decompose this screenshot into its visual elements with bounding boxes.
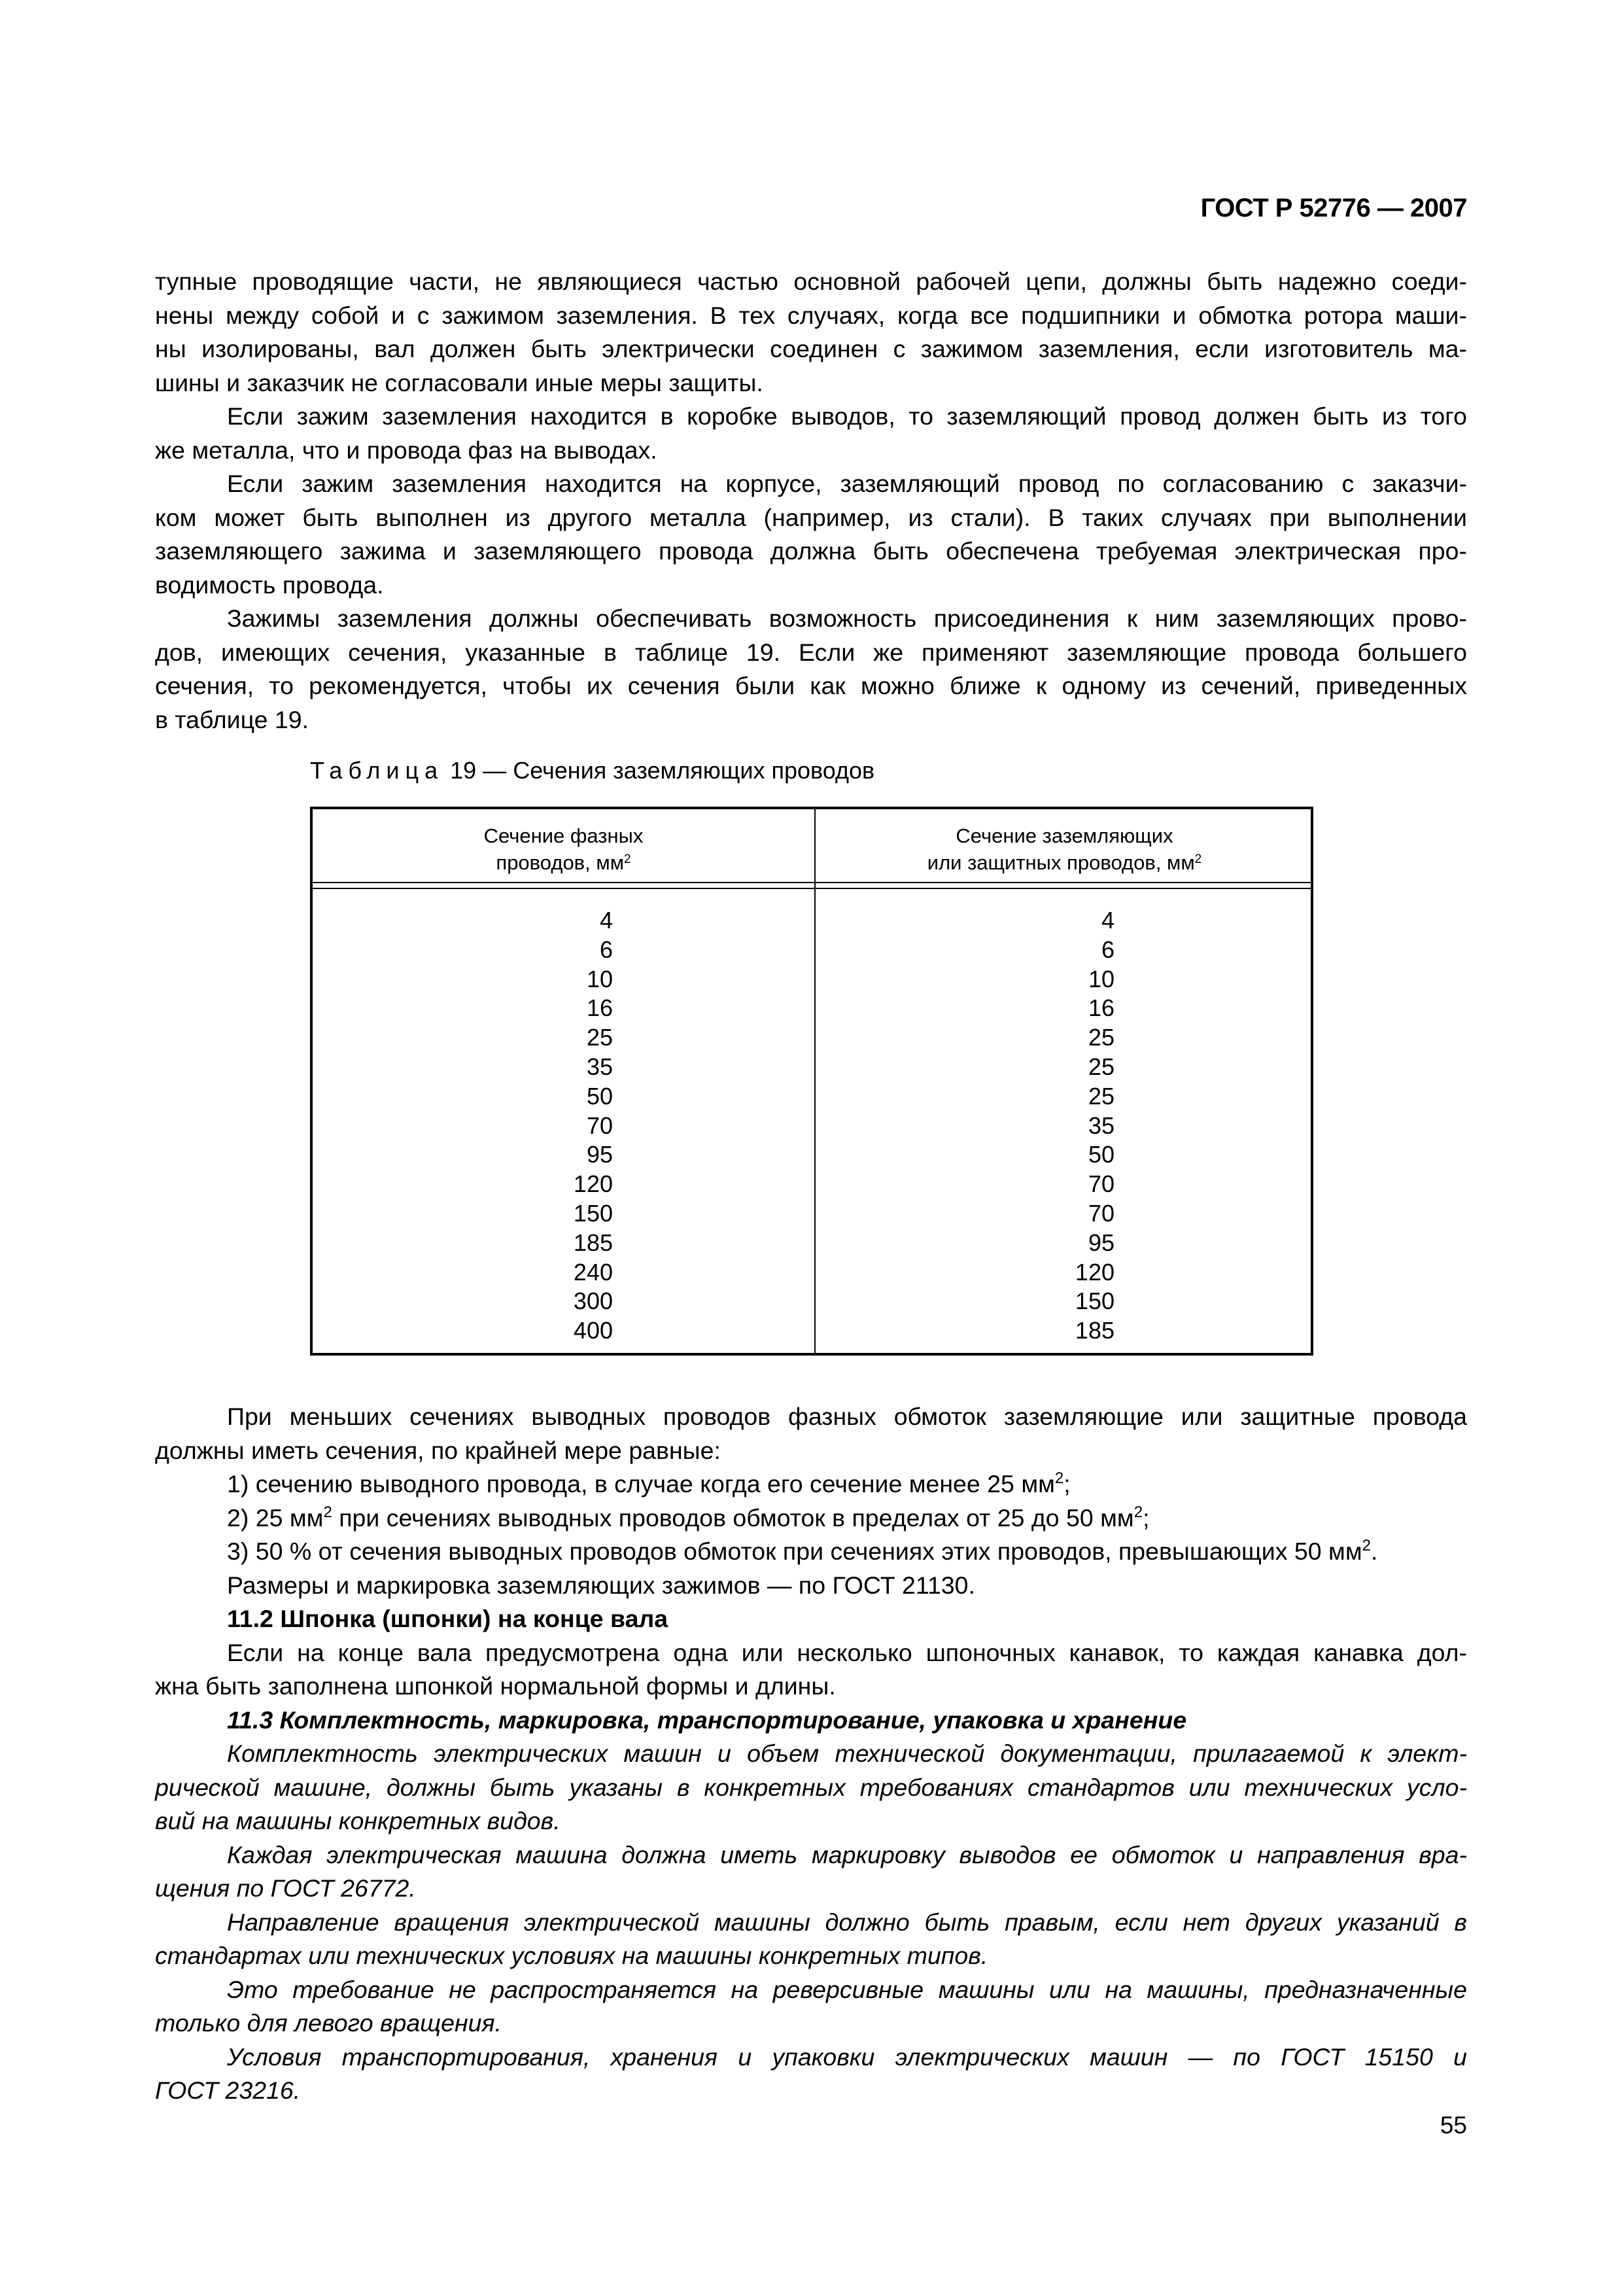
paragraph-grounding-parts: тупные проводящие части, не являющиеся частью основной рабочей цепи, должны быть надежно соеди- нены между собой и с зажимом заземления. В тех случаях, когда все подшипники и обмотка ротора маши- ны изолированы, вал должен быть электрически соединен с зажимом заземления, если изготовитель ма- шины и заказчик не согласовали иные меры защиты. xyxy=(155,268,1467,396)
list-item-1: 1) сечению выводного провода, в случае когда его сечение менее 25 $мм^2$; xyxy=(227,1469,1071,1498)
paragraph-terminal-cross-sections: Зажимы заземления должны обеспечивать возможность присоединения к ним заземляющих прово- дов, имеющих сечения, указанные в таблице 19. Если же применяют заземляющие провода большего сечения, то рекомендуется, чтобы их сечения были как можно ближе к одному из сечений, приведенных в таблице 19. xyxy=(155,604,1467,733)
table-cell: 10 xyxy=(586,965,613,992)
table-cell: 25 xyxy=(586,1024,613,1051)
table-cell: 16 xyxy=(1088,994,1114,1022)
page-number: 55 xyxy=(1440,2112,1467,2139)
table-cell: 150 xyxy=(1075,1288,1114,1315)
paragraph-frame-terminal: Если зажим заземления находится на корпусе, заземляющий провод по согласованию с заказчи- ком может быть выполнен из другого металла (например, из стали). В таких случаях при выполнении заземляющего зажима и заземляющего провода должна быть обеспечена требуемая электрическая про- водимость провода. xyxy=(155,470,1467,599)
paragraph-rotation: Направление вращения электрической машины должно быть правым, если нет других указаний в стандартах или технических условиях на машины конкретных типов. xyxy=(155,1908,1467,1969)
paragraph-reversible: Это требование не распространяется на реверсивные машины или на машины, предназначенные только для левого вращения. xyxy=(155,1975,1467,2037)
table-caption: Таблица 19 — Сечения заземляющих проводов xyxy=(310,757,875,784)
table-cell: 4 xyxy=(1101,907,1114,934)
column-ground-values xyxy=(313,906,1114,1346)
table-cell: 6 xyxy=(599,936,613,963)
table-cell: 70 xyxy=(586,1112,613,1139)
document-header: ГОСТ Р 52776 — 2007 xyxy=(1200,194,1467,222)
table-cell: 70 xyxy=(1088,1199,1114,1227)
table-cell: 25 xyxy=(1088,1082,1114,1110)
list-item-3: 3) 50 % от сечения выводных проводов обмоток при сечениях этих проводов, превышающих 50 $мм^2$. xyxy=(227,1537,1378,1565)
table-cell: 120 xyxy=(573,1170,613,1198)
table-cell: 150 xyxy=(573,1199,613,1227)
table-cell: 70 xyxy=(1088,1170,1114,1198)
table-cell: 185 xyxy=(573,1229,613,1256)
header-rule-1 xyxy=(313,882,1311,883)
table-cell: 185 xyxy=(1075,1317,1114,1344)
body-text-after-table: При меньших сечениях выводных проводов фазных обмоток заземляющие или защитные провода должны иметь сечения, по крайней мере равные: 1) сечению выводного провода, в случае когда его сечение менее 25 $мм^2$; 2) 25 $мм^2$ при сечениях выводных проводов обмоток в пределах от 25 до 50 $мм^2$; 3) 50 % от сечения выводных проводов обмоток при сечениях этих проводов, превышающих 50 $мм^2$. Размеры и маркировка заземляющих зажимов — по ГОСТ 21130. 11.2 Шпонка (шпонки) на конце вала Если на конце вала предусмотрена одна или несколько шпоночных канавок, то каждая канавка дол- жна быть заполнена шпонкой нормальной формы и длины. 11.3 Комплектность, маркировка, транспортирование, упаковка и хранение Комплектность электрических машин и объем технической документации, прилагаемой к элект- рической машине, должны быть указаны в конкретных требованиях стандартов или технических усло- вий на машины конкретных видов. Каждая электрическая машина должна иметь маркировку выводов ее обмоток и направления вра- щения по ГОСТ 26772. Направление вращения электрической машины должно быть правым, если нет других указаний в стандартах или технических условиях на машины конкретных типов. Это требование не распространяется на реверсивные машины или на машины, предназначенные только для левого вращения. Условия транспортирования, хранения и упаковки электрических машин — по ГОСТ 15150 и ГОСТ 23216. xyxy=(155,1400,1467,2108)
table-cell: 6 xyxy=(1101,936,1114,963)
table-cell: 300 xyxy=(573,1288,613,1315)
table-cell: 10 xyxy=(1088,965,1114,992)
section-heading-11-3: 11.3 Комплектность, маркировка, транспортирование, упаковка и хранение xyxy=(227,1706,1187,1734)
table-cell: 35 xyxy=(1088,1112,1114,1139)
table-cell: 120 xyxy=(1075,1258,1114,1286)
table-cell: 35 xyxy=(586,1053,613,1080)
column-header-ground: Сечение заземляющих или защитных проводов, $мм^2$ xyxy=(927,824,1202,874)
table-cell: 400 xyxy=(573,1317,613,1344)
table-cell: 16 xyxy=(586,994,613,1022)
table-cell: 50 xyxy=(1088,1141,1114,1168)
table-19 xyxy=(310,807,1313,1356)
table-cell: 4 xyxy=(599,907,613,934)
table-cell: 95 xyxy=(1088,1229,1114,1256)
paragraph-completeness: Комплектность электрических машин и объем технической документации, прилагаемой к элект- рической машине, должны быть указаны в конкретных требованиях стандартов или технических усло- вий на машины конкретных видов. xyxy=(155,1740,1467,1834)
paragraph-terminal-box: Если зажим заземления находится в коробке выводов, то заземляющий провод должен быть из того же металла, что и провода фаз на выводах. xyxy=(155,402,1467,464)
table-cell: 240 xyxy=(573,1258,613,1286)
list-item-2: 2) 25 $мм^2$ при сечениях выводных проводов обмоток в пределах от 25 до 50 $мм^2$; xyxy=(227,1503,1150,1532)
table-cell: 95 xyxy=(586,1141,613,1168)
table-cell: 50 xyxy=(586,1082,613,1110)
section-heading-11-2: 11.2 Шпонка (шпонки) на конце вала xyxy=(227,1605,668,1632)
header-rule-2 xyxy=(313,888,1311,889)
column-header-phase: Сечение фазных проводов, $мм^2$ xyxy=(483,824,644,874)
table-cell: 25 xyxy=(1088,1024,1114,1051)
body-text-top xyxy=(155,265,1467,737)
paragraph-marking: Каждая электрическая машина должна иметь маркировку выводов ее обмоток и направления вра- щения по ГОСТ 26772. xyxy=(155,1840,1467,1902)
table-cell: 25 xyxy=(1088,1053,1114,1080)
paragraph-transport: Условия транспортирования, хранения и упаковки электрических машин — по ГОСТ 15150 и ГОСТ 23216. xyxy=(155,2042,1467,2104)
